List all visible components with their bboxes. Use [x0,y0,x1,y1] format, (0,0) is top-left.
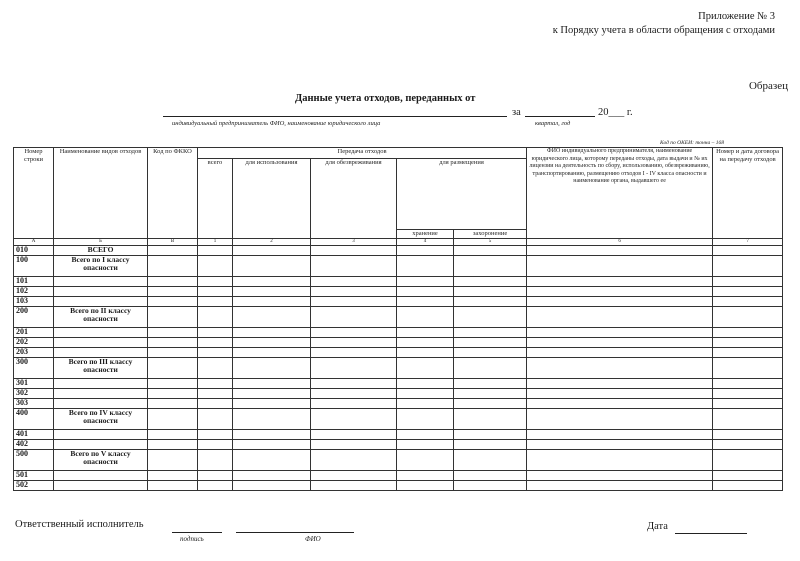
value-cell[interactable] [198,297,233,307]
value-cell[interactable] [713,379,783,389]
value-cell[interactable] [233,389,311,399]
value-cell[interactable] [713,287,783,297]
value-cell[interactable] [527,379,713,389]
value-cell[interactable] [311,256,397,277]
waste-name-cell[interactable] [54,430,148,440]
value-cell[interactable] [454,246,527,256]
value-cell[interactable] [397,297,454,307]
table-row [14,409,783,430]
row-number-cell: 502 [14,481,54,491]
row-number-cell: 301 [14,379,54,389]
value-cell[interactable] [233,450,311,471]
value-cell[interactable] [148,297,198,307]
sample-label: Образец [748,80,788,92]
row-number-cell: 010 [14,246,54,256]
value-cell[interactable] [713,440,783,450]
za-label: за [512,107,521,118]
value-cell[interactable] [454,287,527,297]
table-row [14,430,783,440]
value-cell[interactable] [198,246,233,256]
col-recipient: ФИО индивидуального предпринимателя, наименование юридического лица, которому переданы отходы, дата выдачи и № их лицензии на деятельность по сбору, использованию, обезвреживанию, транспортированию, размещению отходов I - IV класса опасности и наименование органа, выдавшего ее [527,148,713,239]
value-cell[interactable] [198,471,233,481]
value-cell[interactable] [311,297,397,307]
row-number-cell: 202 [14,338,54,348]
col-transfer: Передача отходов [198,148,527,159]
value-cell[interactable] [233,348,311,358]
value-cell[interactable] [311,338,397,348]
table-row [14,379,783,389]
value-cell[interactable] [198,450,233,471]
row-number-cell: 302 [14,389,54,399]
value-cell[interactable] [713,399,783,409]
table-row [14,481,783,491]
table-body [14,246,783,491]
table-row [14,328,783,338]
waste-name-cell[interactable] [54,481,148,491]
okei-note: Код по ОКЕИ: тонна – 168 [660,140,724,146]
value-cell[interactable] [527,277,713,287]
year-label: 20___ г. [598,107,633,118]
waste-name-cell[interactable] [54,348,148,358]
value-cell[interactable] [527,297,713,307]
value-cell[interactable] [527,409,713,430]
value-cell[interactable] [198,399,233,409]
signature-caption: подпись [180,535,204,543]
value-cell[interactable] [713,277,783,287]
value-cell[interactable] [148,399,198,409]
table-row [14,307,783,328]
col-total: всего [198,159,233,239]
value-cell[interactable] [233,379,311,389]
value-cell[interactable] [233,328,311,338]
value-cell[interactable] [311,348,397,358]
value-cell[interactable] [198,358,233,379]
value-cell[interactable] [454,328,527,338]
value-cell[interactable] [454,307,527,328]
value-cell[interactable] [311,481,397,491]
value-cell[interactable] [713,430,783,440]
value-cell[interactable] [713,338,783,348]
row-number-cell: 401 [14,430,54,440]
value-cell[interactable] [148,358,198,379]
value-cell[interactable] [713,471,783,481]
responsible-label: Ответственный исполнитель [15,519,144,530]
value-cell[interactable] [397,287,454,297]
value-cell[interactable] [713,256,783,277]
waste-name-cell[interactable]: Всего по III классу опасности [54,358,148,379]
value-cell[interactable] [311,440,397,450]
value-cell[interactable] [148,440,198,450]
table-row [14,297,783,307]
value-cell[interactable] [198,409,233,430]
waste-name-cell[interactable]: Всего по I классу опасности [54,256,148,277]
col-fkko: Код по ФККО [148,148,198,239]
fio-caption: ФИО [305,535,321,543]
table-row [14,471,783,481]
waste-name-cell[interactable] [54,328,148,338]
table-row [14,277,783,287]
value-cell[interactable] [148,328,198,338]
index-cell: 5 [454,239,527,246]
value-cell[interactable] [454,389,527,399]
value-cell[interactable] [311,409,397,430]
value-cell[interactable] [397,440,454,450]
entity-line [163,116,507,117]
value-cell[interactable] [397,399,454,409]
waste-name-cell[interactable] [54,379,148,389]
entity-caption: индивидуальный предприниматель ФИО, наименование юридического лица [172,120,381,127]
row-number-cell: 300 [14,358,54,379]
value-cell[interactable] [148,246,198,256]
value-cell[interactable] [148,256,198,277]
row-number-cell: 102 [14,287,54,297]
value-cell[interactable] [397,358,454,379]
value-cell[interactable] [233,430,311,440]
value-cell[interactable] [198,481,233,491]
value-cell[interactable] [454,481,527,491]
value-cell[interactable] [713,481,783,491]
value-cell[interactable] [397,409,454,430]
value-cell[interactable] [233,246,311,256]
value-cell[interactable] [311,389,397,399]
table-row [14,358,783,379]
value-cell[interactable] [198,389,233,399]
value-cell[interactable] [198,277,233,287]
value-cell[interactable] [527,399,713,409]
value-cell[interactable] [233,471,311,481]
col-neutralize: для обезвреживания [311,159,397,239]
value-cell[interactable] [148,379,198,389]
row-number-cell: 402 [14,440,54,450]
value-cell[interactable] [311,399,397,409]
index-cell: 7 [713,239,783,246]
row-number-cell: 200 [14,307,54,328]
value-cell[interactable] [148,287,198,297]
table-row [14,287,783,297]
period-line [525,116,595,117]
value-cell[interactable] [527,450,713,471]
value-cell[interactable] [148,338,198,348]
value-cell[interactable] [397,450,454,471]
value-cell[interactable] [454,277,527,287]
table-row [14,338,783,348]
value-cell[interactable] [713,297,783,307]
value-cell[interactable] [148,277,198,287]
waste-name-cell[interactable] [54,338,148,348]
value-cell[interactable] [397,328,454,338]
waste-name-cell[interactable] [54,440,148,450]
row-number-cell: 100 [14,256,54,277]
value-cell[interactable] [397,307,454,328]
value-cell[interactable] [454,471,527,481]
value-cell[interactable] [233,440,311,450]
value-cell[interactable] [527,246,713,256]
table-row [14,256,783,277]
index-cell: А [14,239,54,246]
value-cell[interactable] [713,358,783,379]
value-cell[interactable] [454,358,527,379]
value-cell[interactable] [397,379,454,389]
value-cell[interactable] [527,389,713,399]
value-cell[interactable] [148,450,198,471]
row-number-cell: 203 [14,348,54,358]
value-cell[interactable] [198,287,233,297]
waste-name-cell[interactable]: ВСЕГО [54,246,148,256]
value-cell[interactable] [311,307,397,328]
index-cell: 3 [311,239,397,246]
waste-name-cell[interactable]: Всего по IV классу опасности [54,409,148,430]
period-caption: квартал, год [535,120,571,127]
value-cell[interactable] [454,297,527,307]
value-cell[interactable] [397,471,454,481]
row-number-cell: 303 [14,399,54,409]
row-number-cell: 103 [14,297,54,307]
value-cell[interactable] [527,481,713,491]
value-cell[interactable] [198,328,233,338]
value-cell[interactable] [454,430,527,440]
col-contract: Номер и дата договора на передачу отходов [713,148,783,239]
value-cell[interactable] [148,471,198,481]
table-row [14,450,783,471]
value-cell[interactable] [148,481,198,491]
value-cell[interactable] [233,481,311,491]
fio-line[interactable] [236,532,354,533]
value-cell[interactable] [527,338,713,348]
value-cell[interactable] [311,379,397,389]
waste-name-cell[interactable]: Всего по V классу опасности [54,450,148,471]
value-cell[interactable] [454,256,527,277]
index-cell: 6 [527,239,713,246]
value-cell[interactable] [527,256,713,277]
table-row [14,348,783,358]
waste-name-cell[interactable] [54,287,148,297]
value-cell[interactable] [148,389,198,399]
table-row [14,399,783,409]
value-cell[interactable] [713,307,783,328]
date-label: Дата [647,521,668,532]
value-cell[interactable] [198,379,233,389]
waste-name-cell[interactable] [54,389,148,399]
value-cell[interactable] [713,450,783,471]
row-number-cell: 101 [14,277,54,287]
value-cell[interactable] [233,358,311,379]
value-cell[interactable] [233,287,311,297]
index-cell: 1 [198,239,233,246]
row-number-cell: 400 [14,409,54,430]
value-cell[interactable] [198,307,233,328]
value-cell[interactable] [198,440,233,450]
value-cell[interactable] [233,256,311,277]
value-cell[interactable] [148,409,198,430]
value-cell[interactable] [713,389,783,399]
signature-line[interactable] [172,532,222,533]
row-number-cell: 500 [14,450,54,471]
order-reference: к Порядку учета в области обращения с отходами [552,25,775,36]
date-line[interactable] [675,533,747,534]
col-waste-name: Наименование видов отходов [54,148,148,239]
index-cell: В [148,239,198,246]
value-cell[interactable] [148,307,198,328]
value-cell[interactable] [397,277,454,287]
waste-name-cell[interactable] [54,297,148,307]
value-cell[interactable] [148,348,198,358]
value-cell[interactable] [454,399,527,409]
value-cell[interactable] [454,379,527,389]
value-cell[interactable] [397,348,454,358]
table-row [14,246,783,256]
value-cell[interactable] [311,277,397,287]
col-use: для использования [233,159,311,239]
value-cell[interactable] [198,348,233,358]
value-cell[interactable] [311,358,397,379]
value-cell[interactable] [311,328,397,338]
col-placement: для размещения [397,159,527,230]
value-cell[interactable] [198,338,233,348]
value-cell[interactable] [198,256,233,277]
value-cell[interactable] [713,246,783,256]
value-cell[interactable] [397,481,454,491]
value-cell[interactable] [454,450,527,471]
row-number-cell: 201 [14,328,54,338]
value-cell[interactable] [713,348,783,358]
value-cell[interactable] [527,328,713,338]
value-cell[interactable] [311,430,397,440]
value-cell[interactable] [233,307,311,328]
value-cell[interactable] [454,348,527,358]
col-row-num: Номер строки [14,148,54,239]
table-row [14,440,783,450]
index-cell: 2 [233,239,311,246]
value-cell[interactable] [527,471,713,481]
value-cell[interactable] [527,440,713,450]
value-cell[interactable] [397,389,454,399]
row-number-cell: 501 [14,471,54,481]
value-cell[interactable] [311,287,397,297]
value-cell[interactable] [233,338,311,348]
value-cell[interactable] [233,409,311,430]
waste-name-cell[interactable] [54,399,148,409]
waste-name-cell[interactable] [54,277,148,287]
value-cell[interactable] [311,246,397,256]
col-storage: хранение [397,230,454,239]
value-cell[interactable] [397,256,454,277]
table-row [14,389,783,399]
value-cell[interactable] [527,358,713,379]
value-cell[interactable] [397,246,454,256]
value-cell[interactable] [148,430,198,440]
value-cell[interactable] [527,287,713,297]
waste-table [13,147,783,491]
value-cell[interactable] [397,430,454,440]
value-cell[interactable] [713,409,783,430]
value-cell[interactable] [311,471,397,481]
waste-name-cell[interactable]: Всего по II классу опасности [54,307,148,328]
waste-name-cell[interactable] [54,471,148,481]
form-title: Данные учета отходов, переданных от [295,93,476,104]
value-cell[interactable] [713,328,783,338]
value-cell[interactable] [527,348,713,358]
value-cell[interactable] [233,297,311,307]
index-cell: 4 [397,239,454,246]
value-cell[interactable] [198,430,233,440]
value-cell[interactable] [311,450,397,471]
appendix-label: Приложение № 3 [698,11,775,22]
index-row [14,239,783,246]
value-cell[interactable] [454,338,527,348]
index-cell: Б [54,239,148,246]
value-cell[interactable] [233,399,311,409]
value-cell[interactable] [454,440,527,450]
value-cell[interactable] [233,277,311,287]
value-cell[interactable] [527,307,713,328]
value-cell[interactable] [454,409,527,430]
col-burial: захоронение [454,230,527,239]
value-cell[interactable] [527,430,713,440]
value-cell[interactable] [397,338,454,348]
